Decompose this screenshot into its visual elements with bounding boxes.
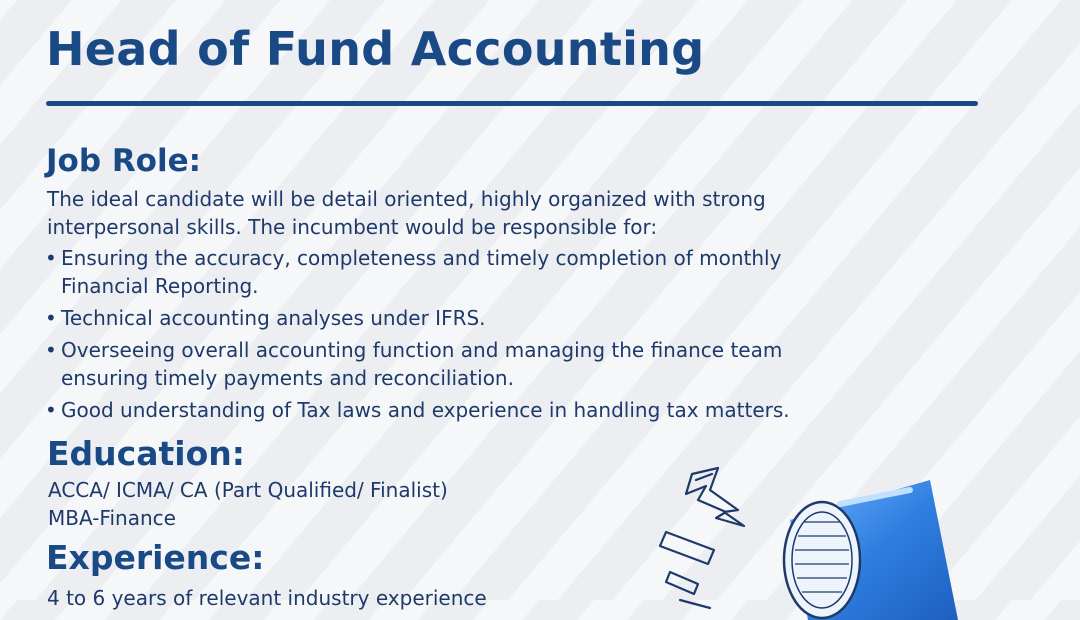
bullet-icon: • [45,398,57,422]
title-divider [46,101,978,106]
experience-text: 4 to 6 years of relevant industry experience [47,586,487,610]
list-item [45,244,790,300]
bullet-icon: • [45,246,57,270]
job-role-intro-line: interpersonal skills. The incumbent would be responsible for: [47,215,658,239]
education-line: ACCA/ ICMA/ CA (Part Qualified/ Finalist) [48,478,448,502]
education-details [48,476,448,532]
list-item-line: ensuring timely payments and reconciliation. [61,366,514,390]
list-item [45,304,790,332]
education-heading: Education: [47,434,245,473]
responsibilities-list [45,244,790,428]
list-item-line: Overseeing overall accounting function and managing the finance team [61,338,783,362]
list-item-line: Technical accounting analyses under IFRS. [61,306,486,330]
bullet-icon: • [45,306,57,330]
education-line: MBA-Finance [48,506,176,530]
list-item-line: Good understanding of Tax laws and experience in handling tax matters. [61,398,790,422]
job-role-intro-line: The ideal candidate will be detail oriented, highly organized with strong [47,187,766,211]
megaphone-icon [640,460,970,620]
list-item-line: Ensuring the accuracy, completeness and timely completion of monthly [61,246,782,270]
list-item-line: Financial Reporting. [61,274,259,298]
list-item [45,336,790,392]
job-role-intro [47,185,766,241]
list-item [45,396,790,424]
bullet-icon: • [45,338,57,362]
page-title: Head of Fund Accounting [46,22,705,76]
job-role-heading: Job Role: [46,143,202,179]
experience-heading: Experience: [46,538,265,577]
